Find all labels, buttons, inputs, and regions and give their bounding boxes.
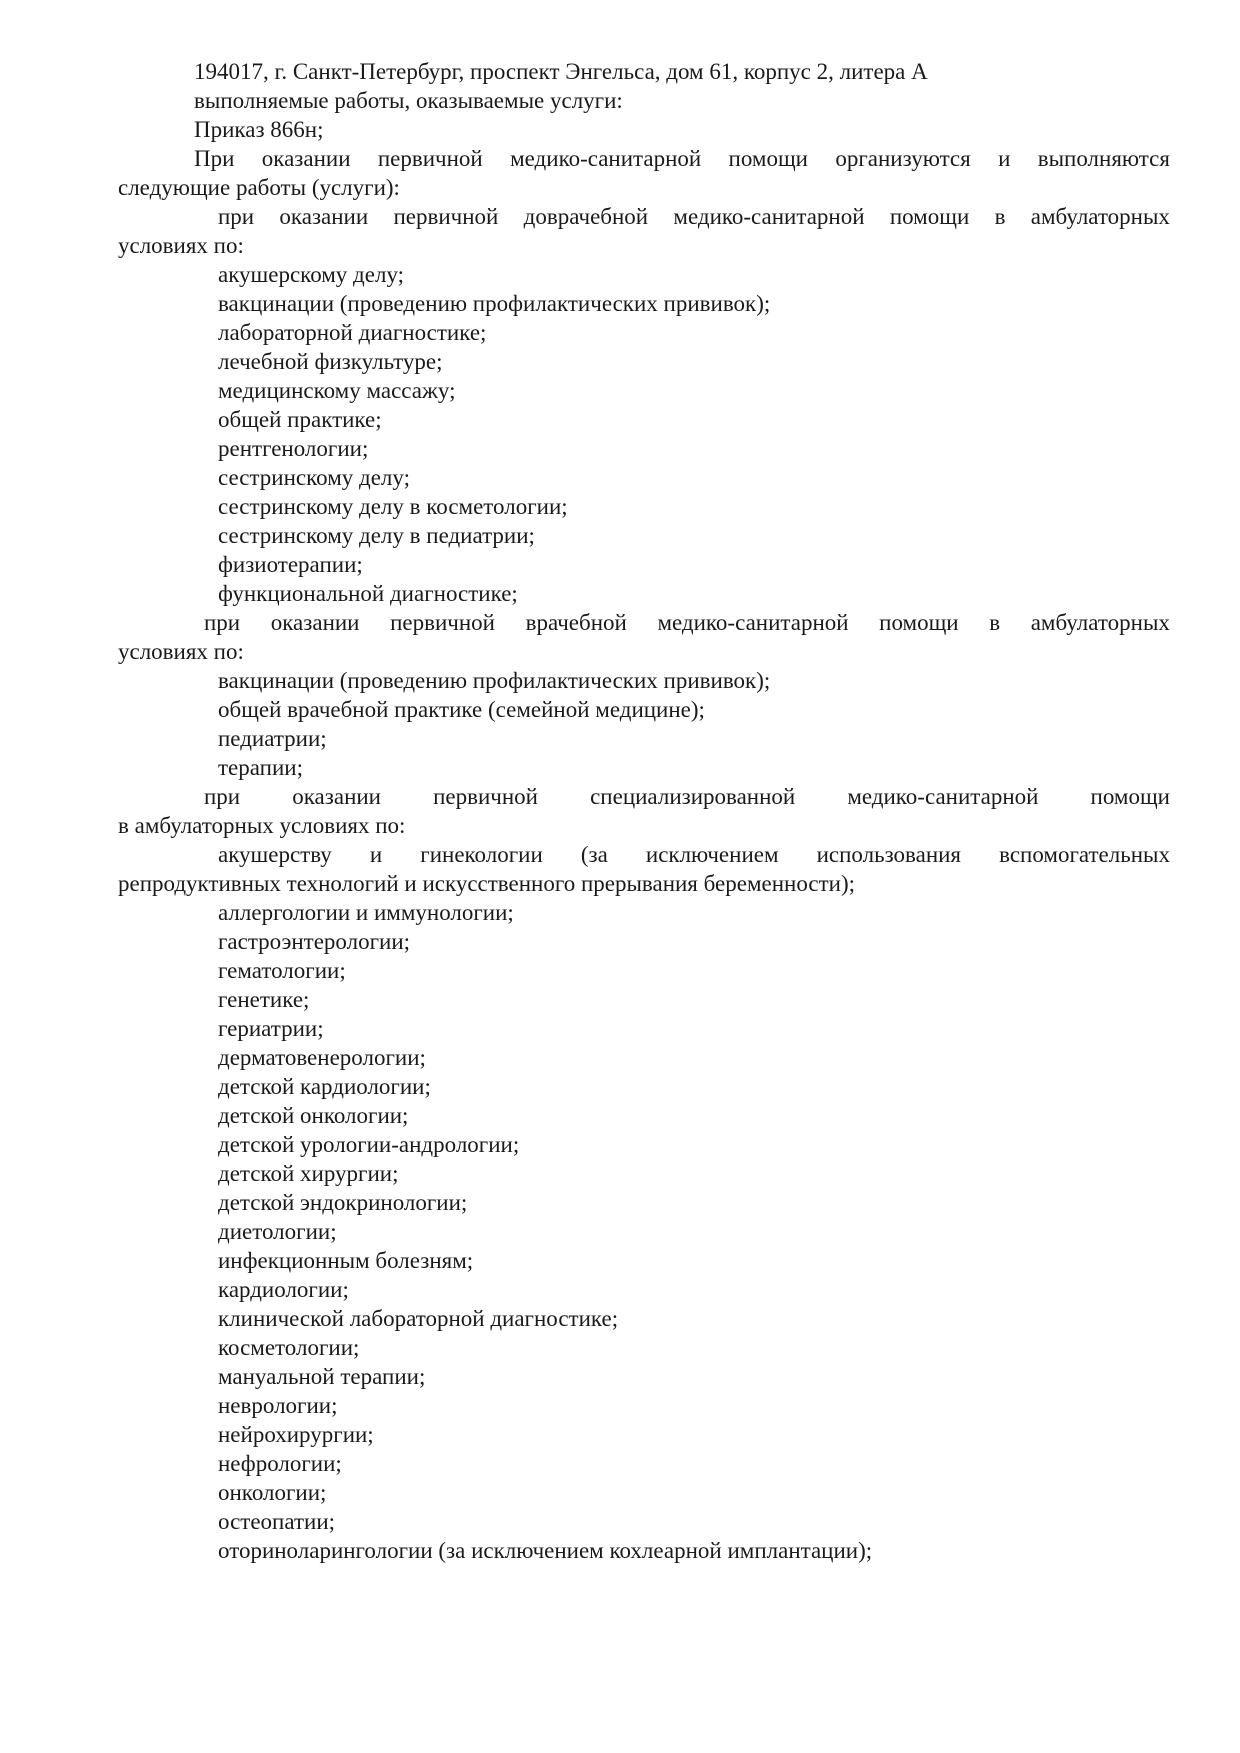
list-item: общей практике; xyxy=(218,407,382,432)
intro-line xyxy=(194,144,1170,173)
list-item: косметологии; xyxy=(218,1335,360,1360)
word: оказании xyxy=(261,146,351,171)
word: оказании xyxy=(279,204,369,229)
intro-line-continuation: следующие работы (услуги): xyxy=(118,175,400,200)
word: оказании xyxy=(292,784,381,809)
section-heading-spec xyxy=(204,782,1170,811)
word: выполняются xyxy=(1037,146,1170,171)
word: медико-санитарной xyxy=(673,204,865,229)
section-heading-spec-continuation: в амбулаторных условиях по: xyxy=(118,813,406,838)
word: первичной xyxy=(393,204,499,229)
word: амбулаторных xyxy=(1030,610,1170,635)
word: оказании xyxy=(270,610,360,635)
list-item: терапии; xyxy=(218,755,303,780)
word: медико-санитарной xyxy=(657,610,849,635)
word: доврачебной xyxy=(523,204,649,229)
list-item: кардиологии; xyxy=(218,1277,349,1302)
section-heading-prevrach-continuation: условиях по: xyxy=(118,233,244,258)
word: в xyxy=(989,610,1001,635)
word: первичной xyxy=(390,610,495,635)
list-item: нефрологии; xyxy=(218,1451,342,1476)
list-item: детской эндокринологии; xyxy=(218,1190,468,1215)
list-item: гастроэнтерологии; xyxy=(218,929,411,954)
list-item: сестринскому делу в косметологии; xyxy=(218,494,568,519)
list-item: неврологии; xyxy=(218,1393,338,1418)
list-item: остеопатии; xyxy=(218,1509,336,1534)
word: акушерству xyxy=(218,842,332,867)
list-item: дерматовенерологии; xyxy=(218,1045,426,1070)
word: помощи xyxy=(1090,784,1170,809)
word: врачебной xyxy=(525,610,627,635)
list-item: лечебной физкультуре; xyxy=(218,349,443,374)
section-heading-vrach xyxy=(204,608,1170,637)
list-item: мануальной терапии; xyxy=(218,1364,426,1389)
word: помощи xyxy=(879,610,959,635)
word: использования xyxy=(816,842,962,867)
list-item: функциональной диагностике; xyxy=(218,581,518,606)
list-item: генетике; xyxy=(218,987,310,1012)
word: вспомогательных xyxy=(999,842,1170,867)
list-item: детской онкологии; xyxy=(218,1103,409,1128)
word: и xyxy=(998,146,1011,171)
list-item: вакцинации (проведению профилактических прививок); xyxy=(218,668,771,693)
list-item: гериатрии; xyxy=(218,1016,324,1041)
word: амбулаторных xyxy=(1030,204,1170,229)
list-item: педиатрии; xyxy=(218,726,327,751)
list-item: акушерскому делу; xyxy=(218,262,405,287)
word: При xyxy=(194,146,235,171)
list-item: детской кардиологии; xyxy=(218,1074,431,1099)
word: при xyxy=(204,784,241,809)
word: специализированной xyxy=(590,784,796,809)
list-item: клинической лабораторной диагностике; xyxy=(218,1306,619,1331)
list-item: оториноларингологии (за исключением кохлеарной имплантации); xyxy=(218,1538,873,1563)
list-item: детской хирургии; xyxy=(218,1161,399,1186)
word: гинекологии xyxy=(420,842,543,867)
list-item: детской урологии-андрологии; xyxy=(218,1132,520,1157)
word: помощи xyxy=(889,204,970,229)
works-heading: выполняемые работы, оказываемые услуги: xyxy=(194,88,623,113)
word: медико-санитарной xyxy=(510,146,702,171)
word: при xyxy=(218,204,255,229)
word: организуются xyxy=(835,146,971,171)
list-item-first xyxy=(218,840,1170,869)
list-item: медицинскому массажу; xyxy=(218,378,456,403)
word: исключением xyxy=(645,842,779,867)
word: первичной xyxy=(377,146,483,171)
order-number: Приказ 866н; xyxy=(194,117,324,142)
address-line: 194017, г. Санкт-Петербург, проспект Энгельса, дом 61, корпус 2, литера А xyxy=(194,59,928,84)
word: помощи xyxy=(728,146,808,171)
word: при xyxy=(204,610,241,635)
list-item: диетологии; xyxy=(218,1219,337,1244)
list-item: сестринскому делу; xyxy=(218,465,410,490)
word: (за xyxy=(580,842,608,867)
section-heading-vrach-continuation: условиях по: xyxy=(118,639,244,664)
section-heading-prevrach xyxy=(218,202,1170,231)
word: первичной xyxy=(433,784,538,809)
list-item: сестринскому делу в педиатрии; xyxy=(218,523,535,548)
list-item: аллергологии и иммунологии; xyxy=(218,900,514,925)
word: в xyxy=(994,204,1006,229)
word: медико-санитарной xyxy=(847,784,1039,809)
list-item-first-continuation: репродуктивных технологий и искусственного прерывания беременности); xyxy=(118,871,856,896)
list-item: онкологии; xyxy=(218,1480,327,1505)
list-item: общей врачебной практике (семейной медицине); xyxy=(218,697,705,722)
list-item: вакцинации (проведению профилактических прививок); xyxy=(218,291,771,316)
list-item: физиотерапии; xyxy=(218,552,363,577)
word: и xyxy=(369,842,383,867)
list-item: лабораторной диагностике; xyxy=(218,320,487,345)
list-item: инфекционным болезням; xyxy=(218,1248,474,1273)
list-item: рентгенологии; xyxy=(218,436,369,461)
list-item: гематологии; xyxy=(218,958,346,983)
list-item: нейрохирургии; xyxy=(218,1422,374,1447)
